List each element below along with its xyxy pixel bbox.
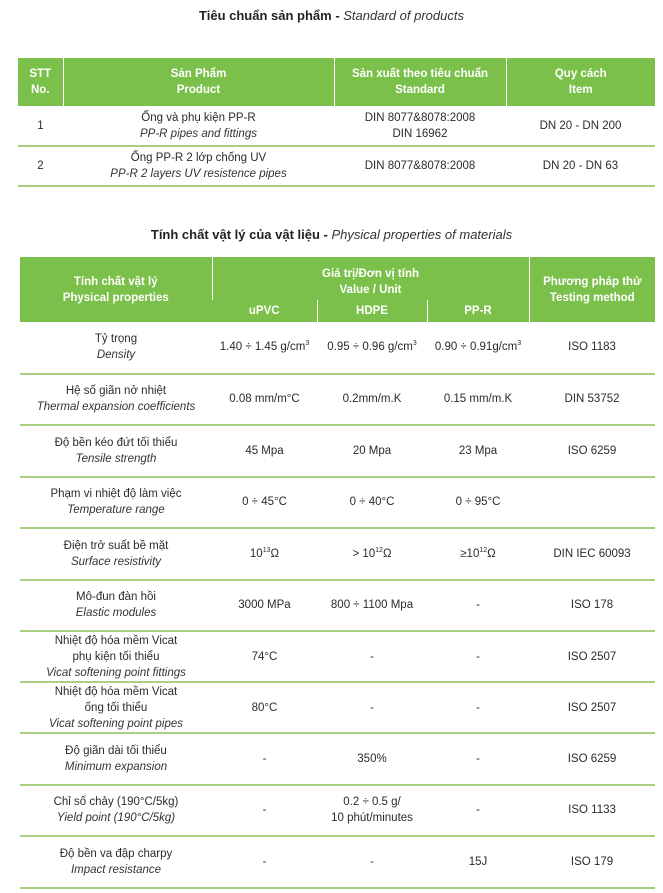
testing-method: ISO 179 — [570, 855, 614, 868]
header-property: Tính chất vật lý Physical properties — [20, 257, 212, 322]
testing-method — [529, 477, 655, 529]
header-value-unit: Giá trị/Đơn vị tính Value / Unit — [212, 257, 529, 300]
value-ppr: $0.90 \div 0.91g/cm^3$ — [434, 340, 522, 354]
value-hdpe: - — [370, 701, 374, 714]
property-name: Mô-đun đàn hồi Elastic modules — [75, 591, 157, 620]
value-ppr: - — [476, 599, 480, 612]
row-item: DN 20 - DN 63 — [542, 160, 619, 172]
property-name: Nhiệt độ hóa mềm Vicat phụ kiện tối thiểu Vicat softening point fittings — [46, 634, 186, 679]
testing-method: DIN IEC 60093 — [553, 547, 631, 560]
value-hdpe: 800 ÷ 1100 Mpa — [330, 599, 414, 612]
value-ppr: 15J — [468, 855, 488, 868]
table-row — [20, 374, 655, 426]
header-testing-method: Phương pháp thử Testing method — [529, 257, 655, 322]
value-upvc: $10^{13}\Omega$ — [249, 546, 280, 560]
physical-header-row — [20, 257, 655, 300]
table-row — [20, 682, 655, 733]
section-title-standards: Tiêu chuẩn sản phẩm - Standard of products — [199, 8, 464, 23]
value-hdpe: 350% — [357, 752, 387, 765]
row-no: 1 — [37, 119, 44, 132]
value-upvc: 1.40 ÷ 1.45 $g/cm^3$ — [219, 340, 310, 354]
value-upvc: 45 Mpa — [245, 444, 284, 457]
value-upvc: 3000 MPa — [238, 599, 291, 612]
testing-method: ISO 6259 — [567, 444, 617, 457]
value-ppr: 23 Mpa — [458, 444, 498, 457]
header-item: Quy cách Item — [506, 58, 655, 106]
value-hdpe: 0.2 ÷ 0.5 g/ 10 phút/minutes — [331, 796, 413, 825]
table-row — [20, 785, 655, 837]
value-upvc: - — [262, 855, 267, 868]
property-name: Nhiệt độ hóa mềm Vicat ống tối thiểu Vicat softening point pipes — [48, 685, 184, 730]
property-name: Phạm vi nhiệt độ làm việc Temperature range — [50, 488, 182, 517]
table-row — [20, 477, 655, 529]
section-title-physical: Tính chất vật lý của vật liệu - Physical properties of materials — [150, 227, 513, 242]
value-hdpe: 0.95 ÷ 0.96 $g/cm^3$ — [327, 340, 417, 354]
value-ppr: - — [476, 701, 480, 714]
row-item: DN 20 - DN 200 — [539, 119, 622, 132]
property-name: Độ bền va đập charpy Impact resistance — [59, 847, 173, 876]
testing-method: ISO 1183 — [568, 341, 616, 354]
value-hdpe: 0.2mm/m.K — [342, 393, 402, 406]
row-standard: DIN 8077&8078:2008 — [364, 160, 476, 172]
value-upvc: - — [262, 804, 267, 817]
header-standard: Sản xuất theo tiêu chuẩn Standard — [334, 58, 506, 106]
table-row — [20, 322, 655, 374]
testing-method: ISO 178 — [570, 599, 614, 612]
testing-method: DIN 53752 — [564, 393, 620, 406]
header-upvc: uPVC — [212, 300, 317, 322]
table-row — [18, 146, 655, 186]
property-name: Độ bền kéo đứt tối thiểu Tensile strength — [54, 436, 178, 465]
table-row — [20, 631, 655, 682]
property-name: Tỷ trọng Density — [94, 333, 138, 362]
testing-method: ISO 2507 — [567, 701, 617, 714]
value-ppr: 0.15 mm/m.K — [443, 393, 513, 406]
standards-table — [18, 58, 655, 187]
value-upvc: 0 ÷ 45°C — [242, 496, 287, 509]
testing-method: ISO 1133 — [568, 804, 616, 817]
row-no: 2 — [37, 160, 44, 172]
value-upvc: 74°C — [251, 650, 278, 663]
table-row — [20, 580, 655, 632]
table-row — [20, 836, 655, 888]
header-product: Sản Phẩm Product — [63, 58, 334, 106]
value-hdpe: > $10^{12}\Omega$ — [352, 546, 392, 560]
value-hdpe: 20 Mpa — [352, 444, 392, 457]
property-name: Chỉ số chảy (190°C/5kg) Yield point (190°C/5kg) — [53, 796, 179, 825]
property-name: Hệ số giãn nở nhiệt Thermal expansion coefficients — [36, 385, 196, 414]
value-ppr: - — [476, 650, 480, 663]
value-ppr: $\ge 10^{12}\Omega$ — [460, 546, 496, 560]
value-upvc: 80°C — [251, 701, 278, 714]
row-standard: DIN 8077&8078:2008 DIN 16962 — [364, 111, 476, 140]
physical-properties-table — [20, 257, 655, 889]
testing-method: ISO 6259 — [567, 752, 617, 765]
value-ppr: - — [476, 804, 480, 817]
value-hdpe: - — [370, 855, 374, 868]
row-product: Ống PP-R 2 lớp chống UV PP-R 2 layers UV resistence pipes — [110, 152, 287, 180]
standards-header-row — [18, 58, 655, 106]
value-ppr: 0 ÷ 95°C — [455, 496, 501, 509]
header-ppr: PP-R — [427, 300, 529, 322]
value-hdpe: 0 ÷ 40°C — [349, 496, 395, 509]
value-upvc: 0.08 mm/m°C — [229, 393, 300, 406]
table-row — [18, 106, 655, 146]
header-no: STT No. — [18, 58, 63, 106]
value-upvc: - — [262, 752, 267, 765]
header-hdpe: HDPE — [317, 300, 427, 322]
property-name: Điện trở suất bề mặt Surface resistivity — [63, 539, 169, 568]
value-hdpe: - — [370, 650, 374, 663]
table-row — [20, 733, 655, 785]
table-row — [20, 425, 655, 477]
testing-method: ISO 2507 — [567, 650, 617, 663]
value-ppr: - — [476, 752, 480, 765]
property-name: Độ giãn dài tối thiểu Minimum expansion — [64, 744, 168, 773]
row-product: Ống và phụ kiện PP-R PP-R pipes and fittings — [140, 111, 257, 140]
table-row — [20, 528, 655, 580]
